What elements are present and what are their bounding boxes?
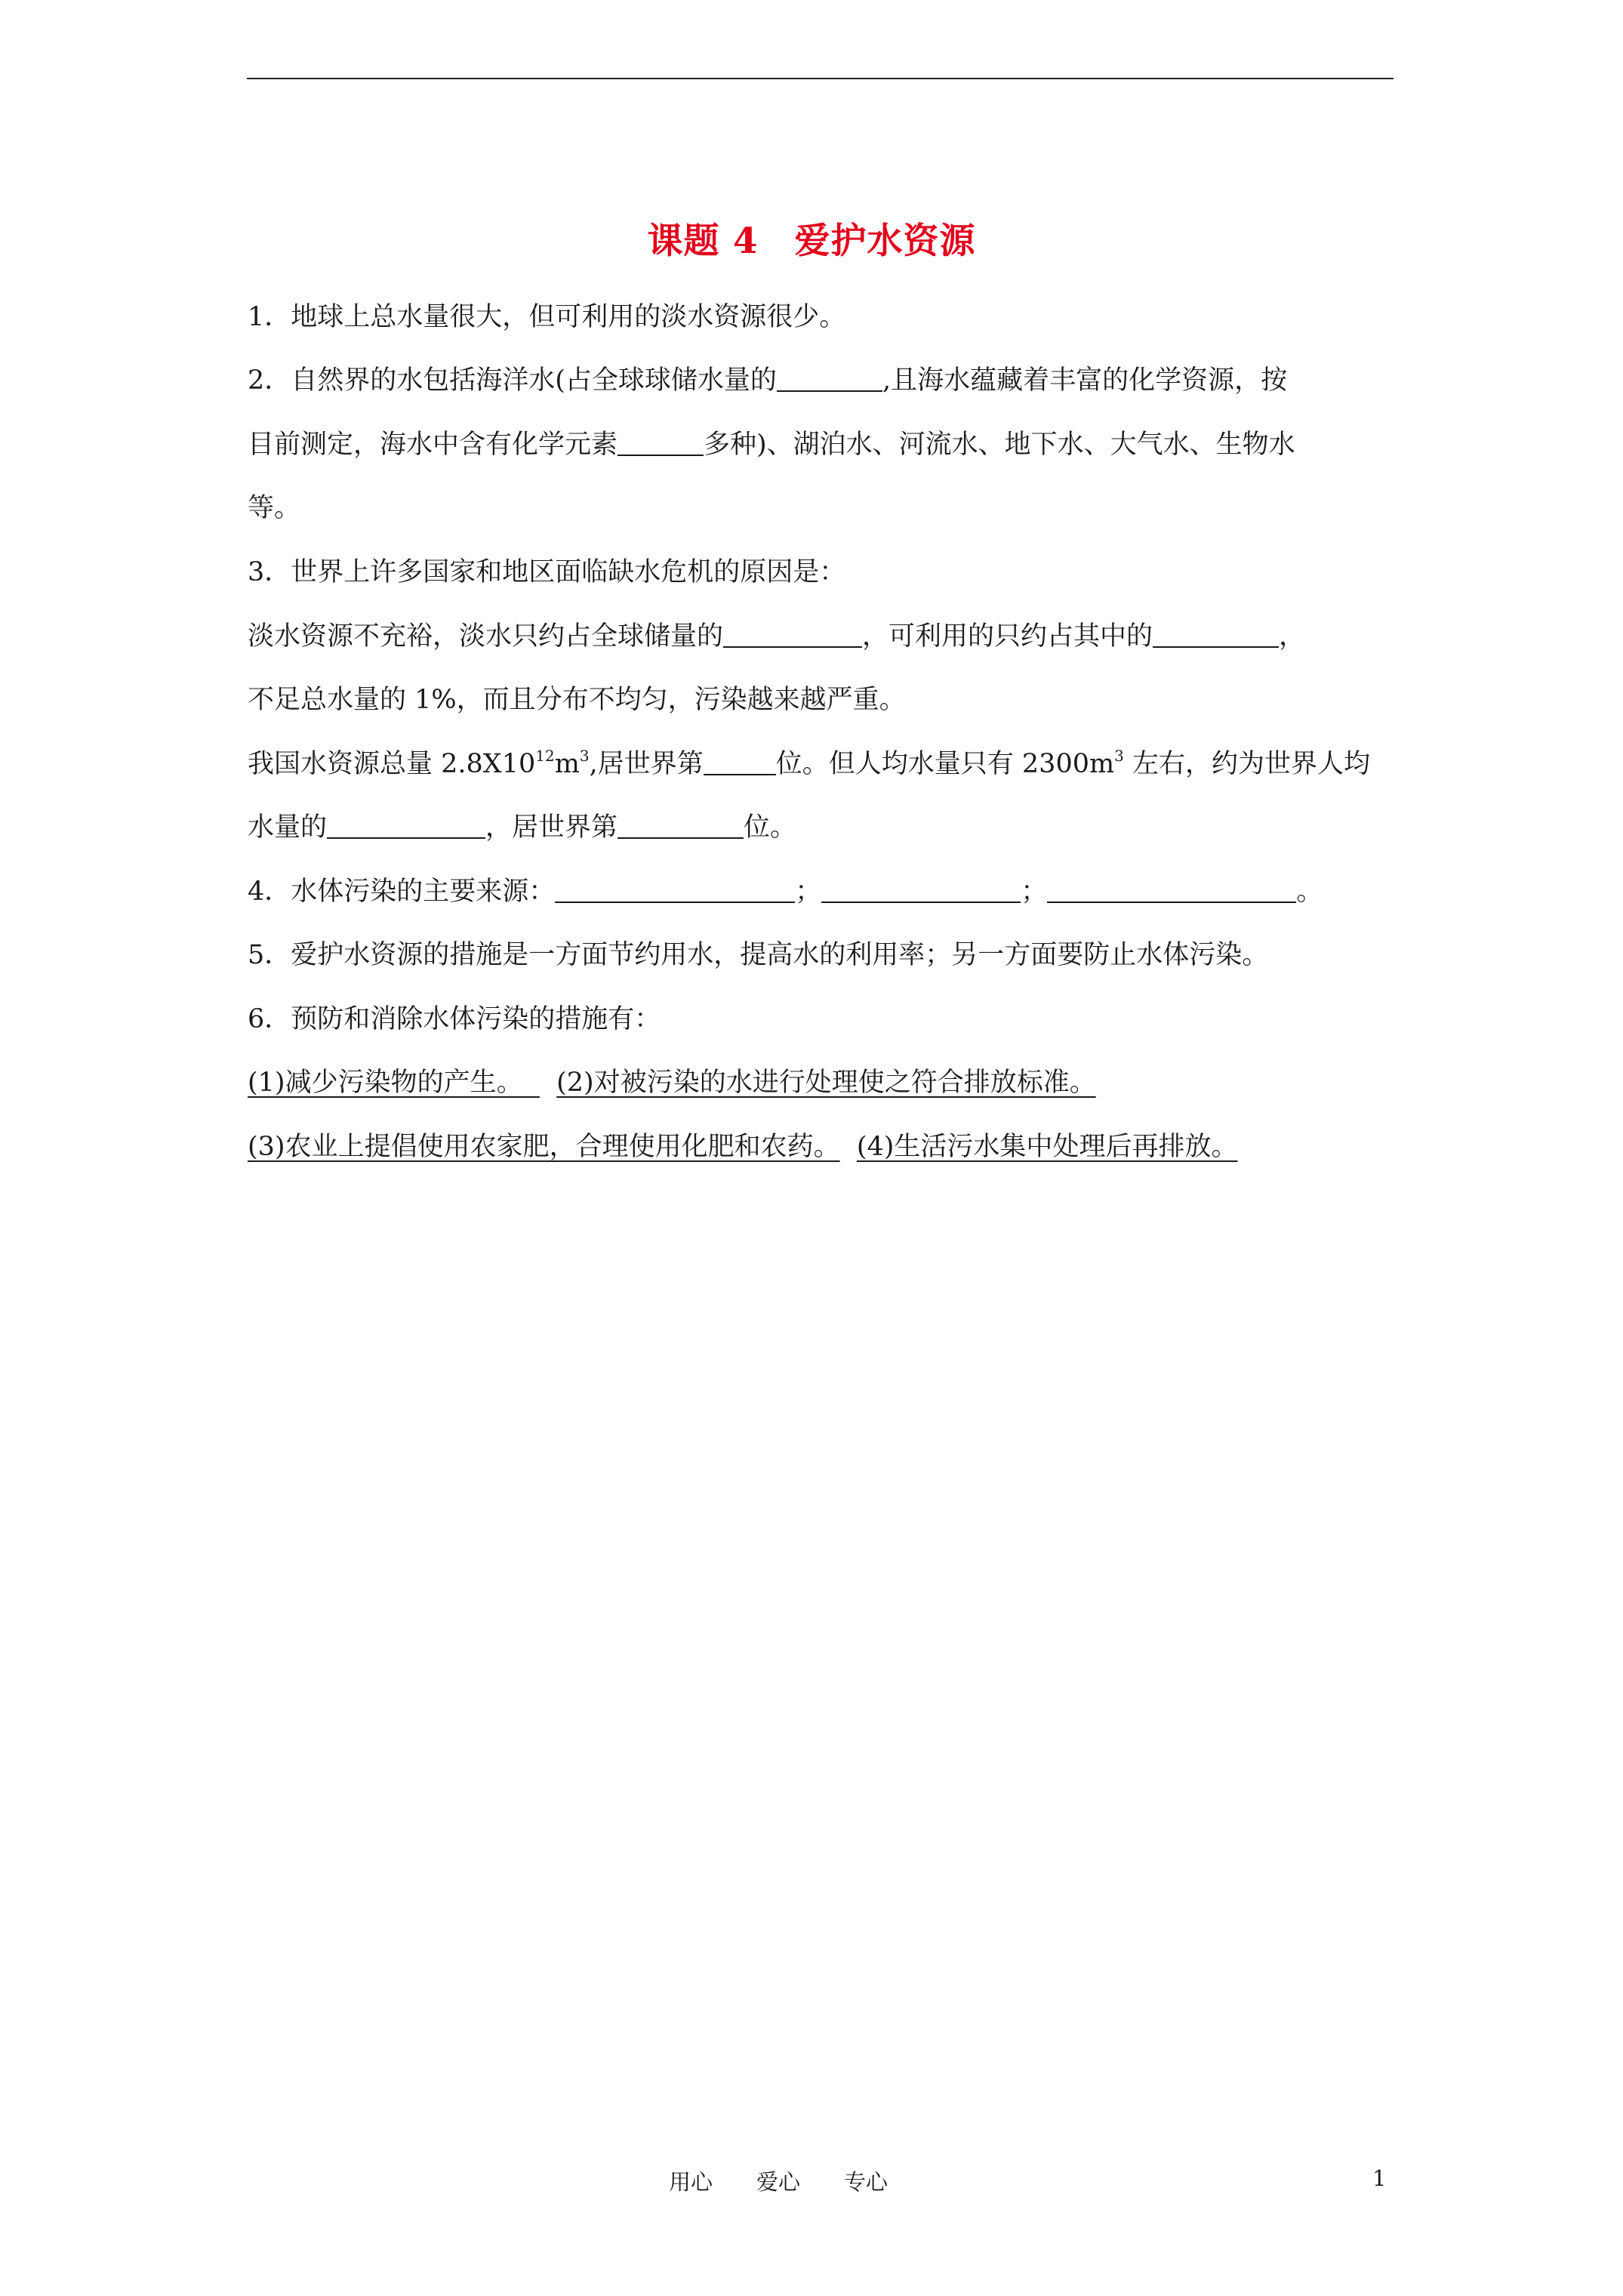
- item-5: 5．爱护水资源的措施是一方面节约用水，提高水的利用率；另一方面要防止水体污染。: [248, 940, 1269, 970]
- item-2-line-2: 目前测定，海水中含有化学元素 多种)、湖泊水、河流水、地下水、大气水、生物水: [248, 430, 1295, 460]
- item-3-line-2: 不足总水量的 1%，而且分布不均匀，污染越来越严重。: [248, 685, 906, 715]
- fill-in-blank: [1047, 876, 1296, 903]
- item-2-line-3: 等。: [248, 493, 301, 523]
- measure-1: (1)减少污染物的产生。: [248, 1068, 523, 1098]
- item-4: 4．水体污染的主要来源： ； ； 。: [248, 877, 1323, 907]
- measure-3: (3)农业上提倡使用农家肥，合理使用化肥和农药。: [248, 1132, 840, 1162]
- measure-2: (2)对被污染的水进行处理使之符合排放标准。: [556, 1068, 1096, 1098]
- header-rule: [247, 78, 1394, 79]
- page-number: 1: [1372, 2165, 1387, 2191]
- fill-in-blank: [777, 365, 882, 392]
- item-6: 6．预防和消除水体污染的措施有：: [248, 1004, 661, 1034]
- item-2-line-1: 2．自然界的水包括海洋水(占全球球储水量的 ,且海水蕴藏着丰富的化学资源，按: [248, 365, 1288, 396]
- fill-in-blank: [327, 812, 485, 839]
- measures-line-1: [248, 1066, 1096, 1099]
- measure-4: (4)生活污水集中处理后再排放。: [856, 1132, 1238, 1162]
- page-title: 课题 4 爱护水资源: [647, 220, 976, 262]
- footer-motto: 用心 爱心 专心: [669, 2169, 888, 2195]
- fill-in-blank: [617, 812, 744, 839]
- fill-in-blank: [821, 876, 1021, 903]
- fill-in-blank: [723, 621, 862, 648]
- item-3-line-4: 水量的 ，居世界第 位。: [248, 812, 797, 843]
- fill-in-blank: [555, 876, 795, 903]
- fill-in-blank: [617, 429, 704, 456]
- item-3-line-1: 淡水资源不充裕，淡水只约占全球储量的 ，可利用的只约占其中的 ，: [248, 621, 1306, 652]
- item-3: 3．世界上许多国家和地区面临缺水危机的原因是：: [248, 557, 846, 587]
- fill-in-blank: [1153, 621, 1279, 648]
- item-3-line-3: 我国水资源总量 $2.8X10^{12}m^3$,居世界第 位。但人均水量只有 $2300m^3$ 左右，约为世界人均: [248, 747, 1371, 779]
- item-1: 1．地球上总水量很大，但可利用的淡水资源很少。: [248, 302, 846, 332]
- fill-in-blank: [704, 748, 776, 775]
- measures-line-2: [248, 1130, 1237, 1163]
